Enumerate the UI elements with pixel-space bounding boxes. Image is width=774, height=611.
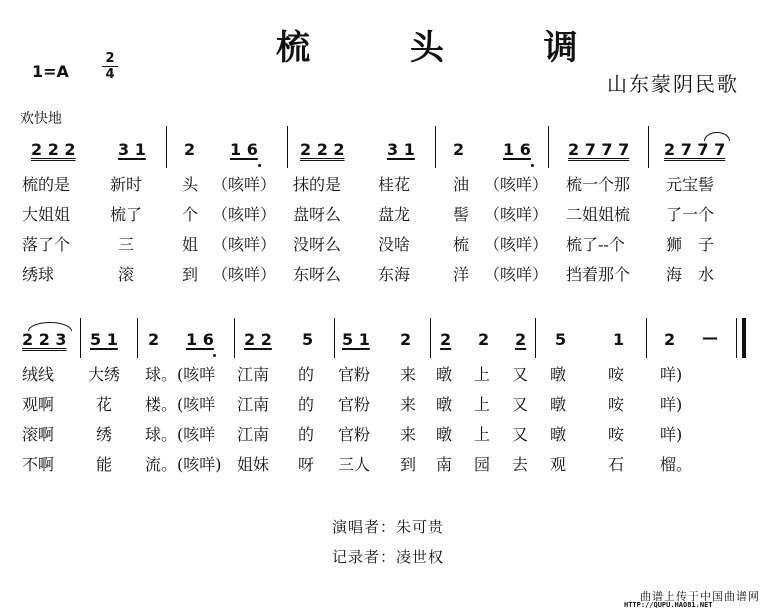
lyric: 新时 (110, 175, 143, 194)
lyric: 盘龙 (378, 205, 411, 224)
singer-credit: 演唱者：朱可贵 (332, 518, 445, 536)
lyric: 梳一个那 (566, 175, 631, 194)
lyric: 球。(咳咩 (145, 425, 216, 444)
lyric: 不啊 (22, 455, 55, 474)
lyric: 来 (400, 365, 417, 384)
lyric: 没啥 (378, 235, 411, 254)
lyric: （咳咩） (212, 205, 277, 224)
lyric: 又 (512, 365, 529, 384)
lyric: 官粉 (338, 425, 371, 444)
note-group: 2 (453, 140, 465, 159)
lyric: 又 (512, 425, 529, 444)
lyric: 官粉 (338, 365, 371, 384)
bar-line (648, 126, 649, 168)
note-group: — (702, 328, 718, 347)
lyric: 梳了--个 (566, 235, 625, 254)
final-bar-thick (742, 318, 746, 358)
lyric: 大姐姐 (22, 205, 71, 224)
lyric: 暾 (550, 365, 567, 384)
bar-line (435, 126, 436, 168)
lyric: 东海 (378, 265, 411, 284)
lyric: 暾 (550, 395, 567, 414)
note-group: 2 2 2 (300, 140, 345, 159)
song-title: 梳 头 调 (276, 28, 622, 68)
lyric: 咩) (660, 425, 683, 444)
lyric: （咳咩） (484, 235, 549, 254)
bar-line (334, 318, 335, 358)
lyric: 江南 (237, 365, 270, 384)
time-signature (102, 52, 118, 81)
lyric: 梳 (453, 235, 470, 254)
lyric: 江南 (237, 425, 270, 444)
lyric: 来 (400, 395, 417, 414)
note-group: 2 7 7 7 (568, 140, 630, 159)
lyric: 没呀么 (293, 235, 342, 254)
lyric: 观啊 (22, 395, 55, 414)
note-group: 2 2 2 (31, 140, 76, 159)
lyric: 髻 (453, 205, 470, 224)
lyric: 楼。(咳咩 (145, 395, 216, 414)
note-group: 1 6 (503, 140, 531, 159)
lyric: 咹 (608, 365, 625, 384)
lyric: 梳了 (110, 205, 143, 224)
bar-line (646, 318, 647, 358)
bar-line (535, 318, 536, 358)
note-group: 2 7 7 7 (664, 140, 726, 159)
lyric: 石 (608, 455, 625, 474)
tempo-marking: 欢快地 (20, 111, 62, 127)
lower-octave-dot (258, 164, 261, 167)
lyric: 滚 (118, 265, 135, 284)
lyric: 油 (453, 175, 470, 194)
note-group: 2 (440, 330, 452, 349)
lyric: （咳咩） (484, 175, 549, 194)
note-group: 2 2 3 (22, 330, 67, 349)
bar-line (287, 126, 288, 168)
lyric: 绣 (96, 425, 113, 444)
lyric: 狮 子 (666, 235, 715, 254)
bar-line (80, 318, 81, 358)
lyric: （咳咩） (212, 175, 277, 194)
lyric: 园 (474, 455, 491, 474)
lyric: （咳咩） (212, 265, 277, 284)
lyric: 咩) (660, 395, 683, 414)
lyric: 来 (400, 425, 417, 444)
note-group: 5 1 (342, 330, 370, 349)
lyric: 官粉 (338, 395, 371, 414)
lyric: （咳咩） (484, 205, 549, 224)
time-signature-top: 2 (105, 51, 115, 66)
song-source: 山东蒙阴民歌 (607, 72, 739, 96)
bar-line (234, 318, 235, 358)
lyric: （咳咩） (212, 235, 277, 254)
note-group: 2 (515, 330, 527, 349)
lyric: 榴。 (660, 455, 693, 474)
lyric: 南 (436, 455, 453, 474)
lyric: 又 (512, 395, 529, 414)
key-signature: 1=A (32, 62, 69, 81)
lyric: 了一个 (666, 205, 715, 224)
recorder-credit: 记录者：凌世权 (332, 548, 445, 566)
lyric: 到 (182, 265, 199, 284)
bar-line (166, 126, 167, 168)
lyric: 洋 (453, 265, 470, 284)
lyric: 呀 (298, 455, 315, 474)
lyric: 元宝髻 (666, 175, 715, 194)
lyric: 能 (96, 455, 113, 474)
lyric: 江南 (237, 395, 270, 414)
lyric: 绣球 (22, 265, 55, 284)
bar-line (430, 318, 431, 358)
lyric: 绒线 (22, 365, 55, 384)
lyric: 暾 (550, 425, 567, 444)
lyric: 个 (182, 205, 199, 224)
lyric: 大绣 (88, 365, 121, 384)
lower-octave-dot (213, 354, 216, 357)
lyric: 暾 (436, 365, 453, 384)
note-group: 2 (400, 330, 412, 349)
lyric: 的 (298, 425, 315, 444)
lyric: 姐妹 (237, 455, 270, 474)
lyric: 的 (298, 395, 315, 414)
watermark-text: 曲谱上传于中国曲谱网 (640, 590, 760, 603)
lyric: 东呀么 (293, 265, 342, 284)
lyric: 挡着那个 (566, 265, 631, 284)
lyric: 上 (474, 425, 491, 444)
bar-line (548, 126, 549, 168)
lyric: 姐 (182, 235, 199, 254)
note-group: 1 6 (186, 330, 214, 349)
lyric: 流。(咳咩) (145, 455, 222, 474)
bar-line (137, 318, 138, 358)
lyric: 落了个 (22, 235, 71, 254)
lyric: 抹的是 (293, 175, 342, 194)
lyric: 梳的是 (22, 175, 71, 194)
note-group: 2 (148, 330, 160, 349)
lyric: 咹 (608, 425, 625, 444)
note-group: 2 (184, 140, 196, 159)
note-group: 5 1 (90, 330, 118, 349)
lyric: 去 (512, 455, 529, 474)
lyric: 花 (96, 395, 113, 414)
lyric: 上 (474, 365, 491, 384)
watermark-url: HTTP://QUPU.HAO81.NET (624, 601, 713, 609)
lyric: 盘呀么 (293, 205, 342, 224)
note-group: 1 (613, 330, 625, 349)
lyric: 上 (474, 395, 491, 414)
lyric: 到 (400, 455, 417, 474)
note-group: 5 (302, 330, 314, 349)
note-group: 1 6 (230, 140, 258, 159)
lower-octave-dot (531, 164, 534, 167)
lyric: （咳咩） (484, 265, 549, 284)
lyric: 咩) (660, 365, 683, 384)
lyric: 三 (118, 235, 135, 254)
tie-mark (704, 132, 730, 141)
lyric: 咹 (608, 395, 625, 414)
lyric: 滚啊 (22, 425, 55, 444)
note-group: 2 (478, 330, 490, 349)
note-group: 3 1 (387, 140, 415, 159)
note-group: 3 1 (118, 140, 146, 159)
note-group: 5 (555, 330, 567, 349)
lyric: 的 (298, 365, 315, 384)
time-signature-bottom: 4 (105, 67, 115, 82)
lyric: 球。(咳咩 (145, 365, 216, 384)
lyric: 三人 (338, 455, 371, 474)
lyric: 海 水 (666, 265, 715, 284)
lyric: 头 (182, 175, 199, 194)
lyric: 暾 (436, 395, 453, 414)
lyric: 桂花 (378, 175, 411, 194)
final-bar-thin (736, 318, 737, 358)
note-group: 2 2 (244, 330, 272, 349)
note-group: 2 (664, 330, 676, 349)
lyric: 观 (550, 455, 567, 474)
lyric: 暾 (436, 425, 453, 444)
lyric: 二姐姐梳 (566, 205, 631, 224)
